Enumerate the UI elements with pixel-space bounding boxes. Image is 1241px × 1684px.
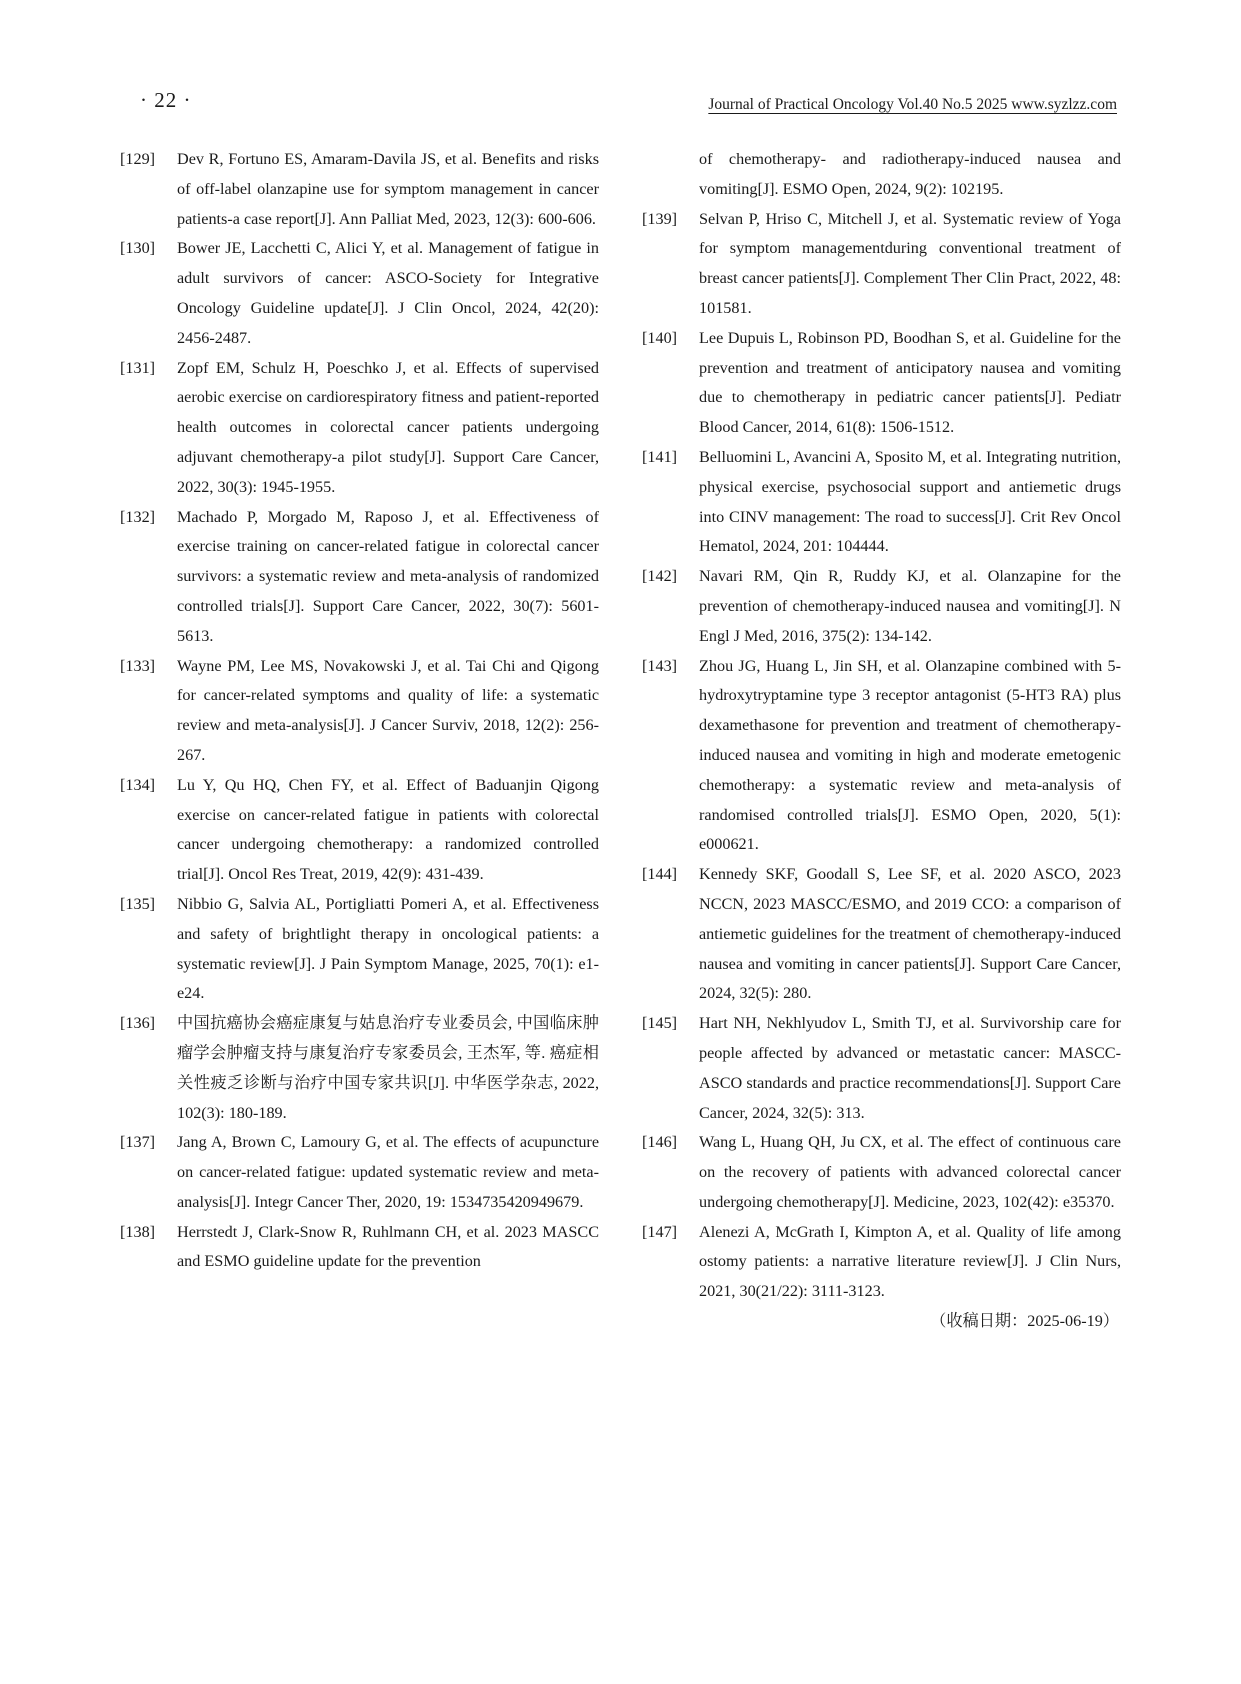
right-reference-column	[642, 145, 1121, 1337]
reference-text: Navari RM, Qin R, Ruddy KJ, et al. Olanzapine for the prevention of chemotherapy-induced nausea and vomiting[J]. N Engl J Med, 2016, 375(2): 134-142.	[699, 567, 1121, 645]
reference-number: [146]	[642, 1133, 678, 1152]
received-date: （收稿日期：2025-06-19）	[930, 1312, 1119, 1331]
reference-text: Machado P, Morgado M, Raposo J, et al. Effectiveness of exercise training on cancer-related fatigue in colorectal cancer survivors: a systematic review and meta-analysis of randomized controlled trials[J]. Support Care Cancer, 2022, 30(7): 5601-5613.	[177, 507, 599, 645]
reference-text: Zopf EM, Schulz H, Poeschko J, et al. Effects of supervised aerobic exercise on cardiorespiratory fitness and patient-reported health outcomes in colorectal cancer patients undergoing adjuvant chemotherapy-a pilot study[J]. Support Care Cancer, 2022, 30(3): 1945-1955.	[177, 358, 599, 496]
reference-number: [130]	[120, 239, 156, 258]
reference-number: [140]	[642, 328, 678, 347]
reference-text: Jang A, Brown C, Lamoury G, et al. The effects of acupuncture on cancer-related fatigue: updated systematic review and meta-analysis[J]. Integr Cancer Ther, 2020, 19: 1534735420949679.	[177, 1133, 599, 1211]
reference-number: [141]	[642, 447, 678, 466]
reference-number: [132]	[120, 507, 156, 526]
reference-text: Kennedy SKF, Goodall S, Lee SF, et al. 2020 ASCO, 2023 NCCN, 2023 MASCC/ESMO, and 2019 CCO: a comparison of antiemetic guidelines for the treatment of chemotherapy-induced nausea and vomiting in cancer patients[J]. Support Care Cancer, 2024, 32(5): 280.	[699, 865, 1121, 1003]
reference-number: [147]	[642, 1222, 678, 1241]
reference-number: [137]	[120, 1133, 156, 1152]
reference-text: Wang L, Huang QH, Ju CX, et al. The effect of continuous care on the recovery of patients with advanced colorectal cancer undergoing chemotherapy[J]. Medicine, 2023, 102(42): e35370.	[699, 1133, 1121, 1211]
reference-item	[642, 1009, 1121, 1128]
running-head: Journal of Practical Oncology Vol.40 No.5 2025 www.syzlzz.com	[708, 96, 1117, 113]
reference-item	[120, 1218, 599, 1278]
reference-item	[120, 145, 599, 234]
reference-text: 中国抗癌协会癌症康复与姑息治疗专业委员会, 中国临床肿瘤学会肿瘤支持与康复治疗专家委员会, 王杰军, 等. 癌症相关性疲乏诊断与治疗中国专家共识[J]. 中华医学杂志, 2022, 102(3): 180-189.	[177, 1014, 599, 1122]
reference-item	[120, 354, 599, 503]
reference-item	[642, 1128, 1121, 1217]
reference-number: [136]	[120, 1014, 156, 1033]
reference-text: Nibbio G, Salvia AL, Portigliatti Pomeri A, et al. Effectiveness and safety of brightlight therapy in oncological patients: a systematic review[J]. J Pain Symptom Manage, 2025, 70(1): e1-e24.	[177, 894, 599, 1003]
reference-item	[642, 324, 1121, 443]
reference-number: [143]	[642, 656, 678, 675]
reference-continuation	[642, 145, 1121, 205]
reference-item	[120, 1009, 599, 1128]
reference-item	[642, 443, 1121, 562]
reference-text: Wayne PM, Lee MS, Novakowski J, et al. Tai Chi and Qigong for cancer-related symptoms and quality of life: a systematic review and meta-analysis[J]. J Cancer Surviv, 2018, 12(2): 256-267.	[177, 656, 599, 764]
reference-text: Lee Dupuis L, Robinson PD, Boodhan S, et al. Guideline for the prevention and treatment of anticipatory nausea and vomiting due to chemotherapy in pediatric cancer patients[J]. Pediatr Blood Cancer, 2014, 61(8): 1506-1512.	[699, 328, 1121, 437]
reference-item	[120, 890, 599, 1009]
reference-text: of chemotherapy- and radiotherapy-induced nausea and vomiting[J]. ESMO Open, 2024, 9(2): 102195.	[699, 150, 1121, 198]
reference-item	[120, 652, 599, 771]
reference-item	[642, 562, 1121, 651]
reference-number: [135]	[120, 894, 156, 913]
reference-text: Zhou JG, Huang L, Jin SH, et al. Olanzapine combined with 5-hydroxytryptamine type 3 receptor antagonist (5-HT3 RA) plus dexamethasone for prevention and treatment of chemotherapy-induced nausea and vomiting in high and moderate emetogenic chemotherapy: a systematic review and meta-analysis of randomised controlled trials[J]. ESMO Open, 2020, 5(1): e000621.	[699, 656, 1121, 854]
reference-number: [142]	[642, 567, 678, 586]
reference-number: [139]	[642, 209, 678, 228]
reference-number: [144]	[642, 865, 678, 884]
reference-item	[120, 771, 599, 890]
reference-number: [133]	[120, 656, 156, 675]
reference-text: Bower JE, Lacchetti C, Alici Y, et al. Management of fatigue in adult survivors of cancer: ASCO-Society for Integrative Oncology Guideline update[J]. J Clin Oncol, 2024, 42(20): 2456-2487.	[177, 239, 599, 347]
reference-number: [131]	[120, 358, 156, 377]
reference-item	[120, 234, 599, 353]
reference-item	[642, 205, 1121, 324]
reference-item	[642, 652, 1121, 861]
page-number: · 22 ·	[140, 88, 192, 112]
reference-text: Belluomini L, Avancini A, Sposito M, et al. Integrating nutrition, physical exercise, psychosocial support and antiemetic drugs into CINV management: The road to success[J]. Crit Rev Oncol Hematol, 2024, 201: 104444.	[699, 447, 1121, 556]
reference-text: Hart NH, Nekhlyudov L, Smith TJ, et al. Survivorship care for people affected by advanced or metastatic cancer: MASCC-ASCO standards and practice recommendations[J]. Support Care Cancer, 2024, 32(5): 313.	[699, 1014, 1121, 1122]
reference-item	[120, 503, 599, 652]
reference-text: Dev R, Fortuno ES, Amaram-Davila JS, et al. Benefits and risks of off-label olanzapine use for symptom management in cancer patients-a case report[J]. Ann Palliat Med, 2023, 12(3): 600-606.	[177, 150, 599, 228]
reference-text: Herrstedt J, Clark-Snow R, Ruhlmann CH, et al. 2023 MASCC and ESMO guideline update for the prevention	[177, 1222, 599, 1271]
reference-number: [145]	[642, 1014, 678, 1033]
reference-item	[642, 860, 1121, 1009]
reference-number: [138]	[120, 1222, 156, 1241]
reference-number: [129]	[120, 150, 156, 168]
reference-text: Alenezi A, McGrath I, Kimpton A, et al. Quality of life among ostomy patients: a narrative literature review[J]. J Clin Nurs, 2021, 30(21/22): 3111-3123.	[699, 1222, 1121, 1301]
reference-item	[642, 1218, 1121, 1307]
reference-text: Selvan P, Hriso C, Mitchell J, et al. Systematic review of Yoga for symptom managementduring conventional treatment of breast cancer patients[J]. Complement Ther Clin Pract, 2022, 48: 101581.	[699, 209, 1121, 317]
reference-number: [134]	[120, 775, 156, 794]
reference-text: Lu Y, Qu HQ, Chen FY, et al. Effect of Baduanjin Qigong exercise on cancer-related fatigue in patients with colorectal cancer undergoing chemotherapy: a randomized controlled trial[J]. Oncol Res Treat, 2019, 42(9): 431-439.	[177, 775, 599, 884]
reference-item	[120, 1128, 599, 1217]
left-reference-column	[120, 145, 599, 1277]
